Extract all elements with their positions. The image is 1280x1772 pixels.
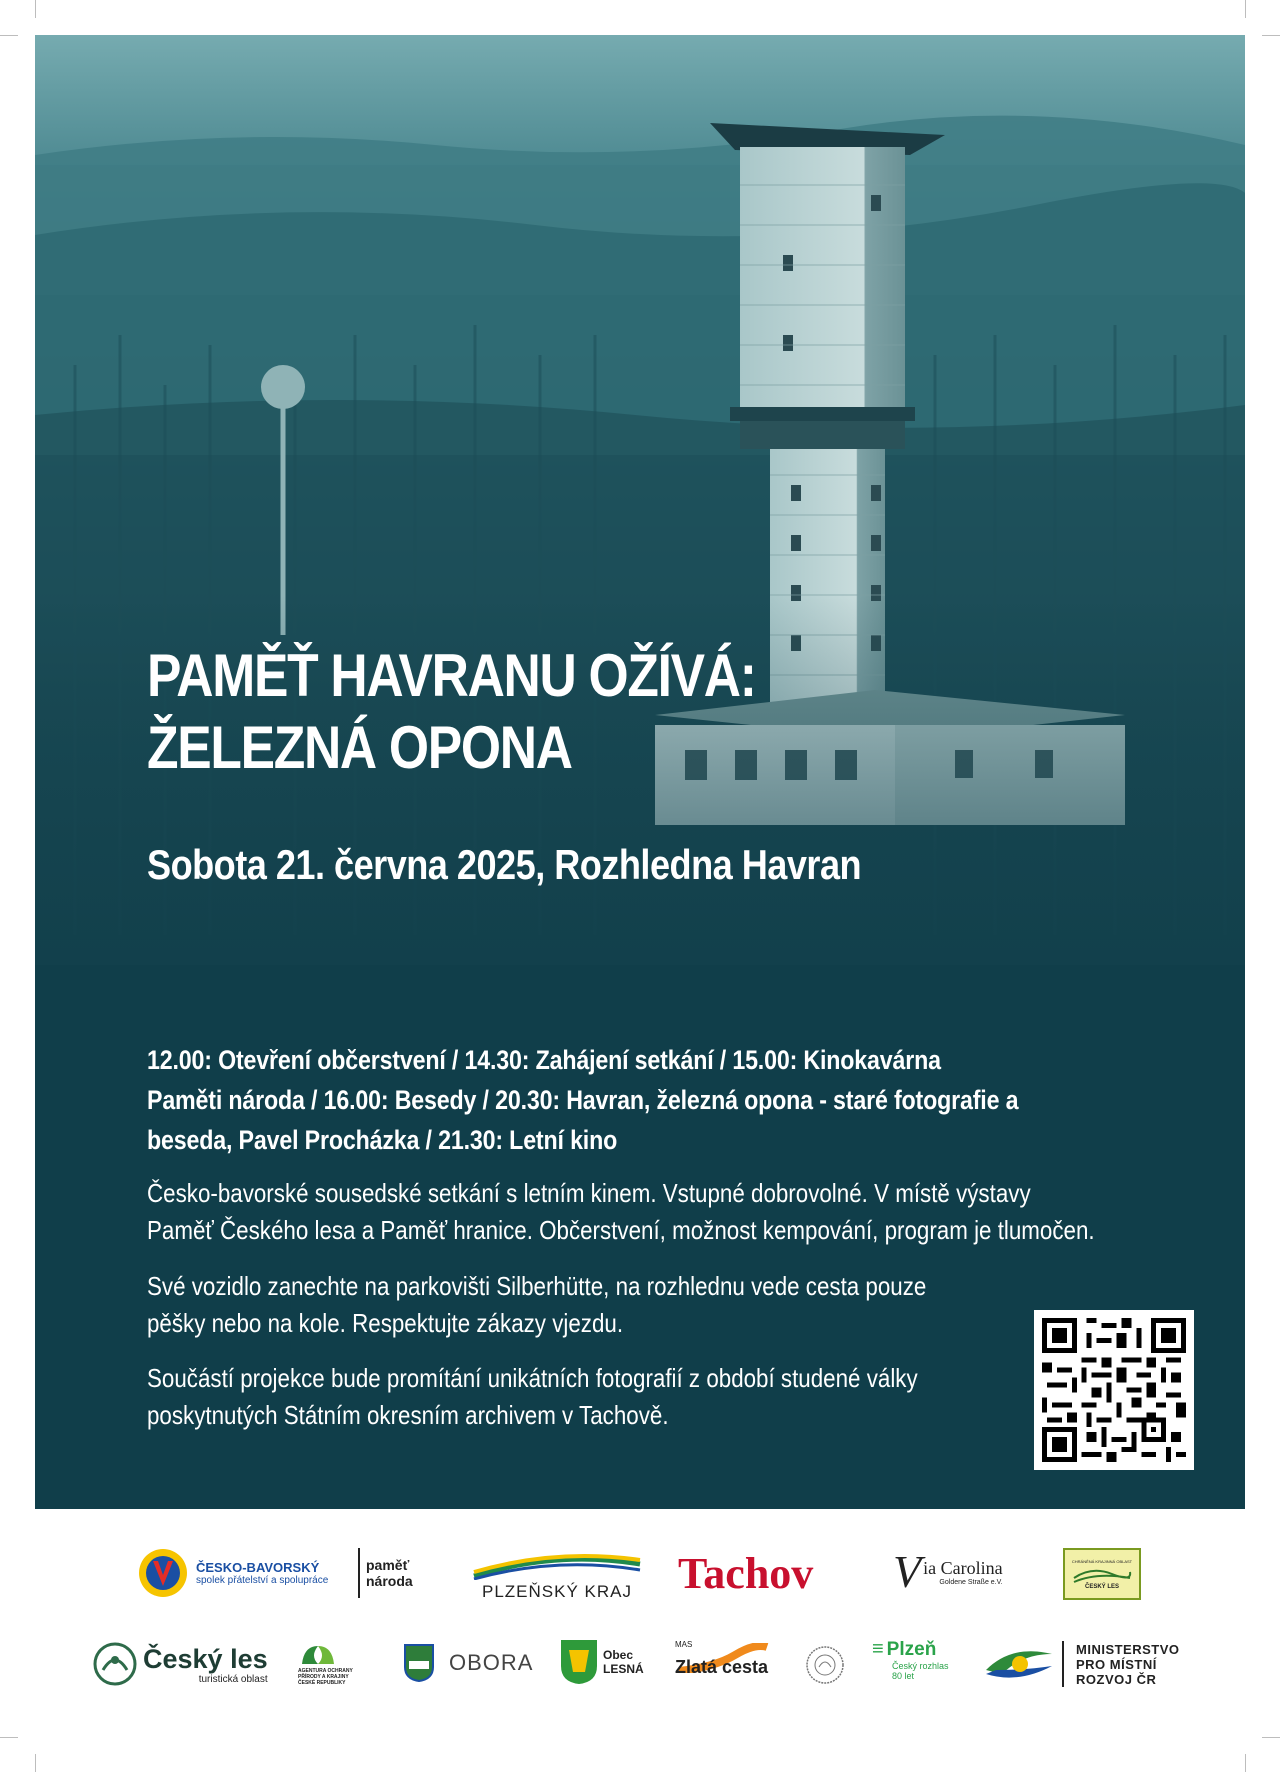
paragraph-line: poskytnutých Státním okresním archivem v Tachově. xyxy=(147,1400,669,1430)
logo-text: PŘÍRODY A KRAJINY xyxy=(298,1674,349,1680)
logo-text: turistická oblast xyxy=(198,1673,268,1685)
event-title xyxy=(147,640,921,784)
logo-text: MAS xyxy=(675,1640,693,1649)
logo-mmr xyxy=(982,1640,1180,1688)
logo-plzensky-kraj xyxy=(472,1550,642,1602)
logo-text: ČESKÝ LES xyxy=(1084,1583,1119,1590)
logo-via-carolina xyxy=(893,1546,1003,1597)
paragraph-line: Součástí projekce bude promítání unikátních fotografií z období studené války xyxy=(147,1363,918,1393)
logo-tachov xyxy=(678,1548,813,1599)
logo-text: Tachov xyxy=(678,1549,814,1598)
logo-text: Obec xyxy=(603,1648,634,1662)
logo-obec-lesna xyxy=(559,1638,644,1686)
crop-mark xyxy=(1245,1754,1246,1772)
logo-text: CHRÁNĚNÁ KRAJINNÁ OBLAST xyxy=(1071,1558,1133,1564)
tower-illustration xyxy=(35,35,1245,965)
crop-mark xyxy=(0,1737,18,1738)
hero-photo xyxy=(35,35,1245,965)
paragraph-line: Své vozidlo zanechte na parkovišti Silberhütte, na rozhlednu vede cesta pouze xyxy=(147,1271,927,1301)
logo-text: Goldene Straße e.V. xyxy=(939,1579,1003,1586)
logo-tachov-seal xyxy=(805,1645,845,1685)
qr-code-icon xyxy=(1042,1318,1186,1462)
logo-pamet-naroda xyxy=(358,1548,413,1598)
logo-text: 80 let xyxy=(892,1671,915,1681)
paragraph-line: Česko-bavorské sousedské setkání s letním kinem. Vstupné dobrovolné. V místě výstavy xyxy=(147,1178,1031,1208)
logo-text: Plzeň xyxy=(886,1638,937,1660)
event-title-line1: PAMĚŤ HAVRANU OŽÍVÁ: xyxy=(147,642,756,709)
logo-mas-zlata-cesta xyxy=(675,1640,768,1678)
logo-text: Český rozhlas xyxy=(892,1661,949,1671)
crop-mark xyxy=(1262,35,1280,36)
logo-chko-cesky-les xyxy=(1063,1548,1141,1600)
event-subtitle: Sobota 21. června 2025, Rozhledna Havran xyxy=(147,841,862,888)
crop-mark xyxy=(35,0,36,18)
logo-text: PRO MÍSTNÍ xyxy=(1076,1656,1157,1672)
logo-text: MINISTERSTVO xyxy=(1076,1641,1180,1657)
logo-cesky-rozhlas-plzen xyxy=(872,1638,949,1681)
crop-mark xyxy=(1245,0,1246,18)
lesna-coat-of-arms-icon xyxy=(559,1638,599,1686)
logo-text: PLZEŇSKÝ KRAJ xyxy=(482,1582,632,1601)
crop-mark xyxy=(35,1754,36,1772)
program-line: Paměti národa / 16.00: Besedy / 20.30: Havran, železná opona - staré fotografie a xyxy=(147,1085,1019,1115)
eu-swoosh-icon xyxy=(982,1640,1056,1688)
program-line: beseda, Pavel Procházka / 21.30: Letní kino xyxy=(147,1125,618,1155)
crop-mark xyxy=(1262,1737,1280,1738)
logo-text: Český les xyxy=(143,1643,268,1674)
logo-text: ia Carolina xyxy=(923,1558,1003,1578)
chko-hills-icon xyxy=(1072,1564,1132,1584)
cesko-bavorsky-v-icon xyxy=(138,1548,188,1598)
logo-text: ROZVOJ ČR xyxy=(1076,1671,1157,1687)
crop-mark xyxy=(0,35,18,36)
logo-text: OBORA xyxy=(449,1650,534,1675)
logo-text: LESNÁ xyxy=(603,1662,644,1676)
logo-cesko-bavorsky-spolek xyxy=(138,1548,328,1598)
program-schedule xyxy=(147,1040,1093,1160)
logo-text: Zlatá cesta xyxy=(675,1657,769,1677)
info-paragraph-archive xyxy=(147,1360,1007,1434)
logo-text: ČESKÉ REPUBLIKY xyxy=(298,1680,346,1686)
logo-text: národa xyxy=(366,1573,413,1589)
logo-text: paměť xyxy=(366,1557,410,1573)
logo-obora xyxy=(403,1643,533,1683)
logo-text: spolek přátelství a spolupráce xyxy=(196,1575,329,1586)
info-paragraph-event xyxy=(147,1175,1110,1249)
via-v-icon: V xyxy=(893,1546,922,1597)
logo-text: AGENTURA OCHRANY xyxy=(298,1668,353,1674)
plzensky-kraj-wave-icon xyxy=(472,1550,642,1580)
logo-cesky-les-turisticka xyxy=(93,1642,268,1686)
cesky-les-emblem-icon xyxy=(93,1642,137,1686)
qr-code[interactable] xyxy=(1034,1310,1194,1470)
logo-aopk xyxy=(298,1642,353,1686)
program-line: 12.00: Otevření občerstvení / 14.30: Zahájení setkání / 15.00: Kinokavárna xyxy=(147,1045,941,1075)
logo-text: ČESKO-BAVORSKÝ xyxy=(196,1560,320,1575)
seal-icon xyxy=(805,1645,845,1685)
event-title-line2: ŽELEZNÁ OPONA xyxy=(147,714,572,781)
paragraph-line: Paměť Českého lesa a Paměť hranice. Občerstvení, možnost kempování, program je tlumočen. xyxy=(147,1215,1095,1245)
paragraph-line: pěšky nebo na kole. Respektujte zákazy vjezdu. xyxy=(147,1308,624,1338)
obora-shield-icon xyxy=(403,1643,435,1683)
info-paragraph-parking xyxy=(147,1268,990,1342)
aopk-leaf-icon xyxy=(298,1642,338,1668)
rozhlas-icon: ≡ xyxy=(872,1638,884,1660)
